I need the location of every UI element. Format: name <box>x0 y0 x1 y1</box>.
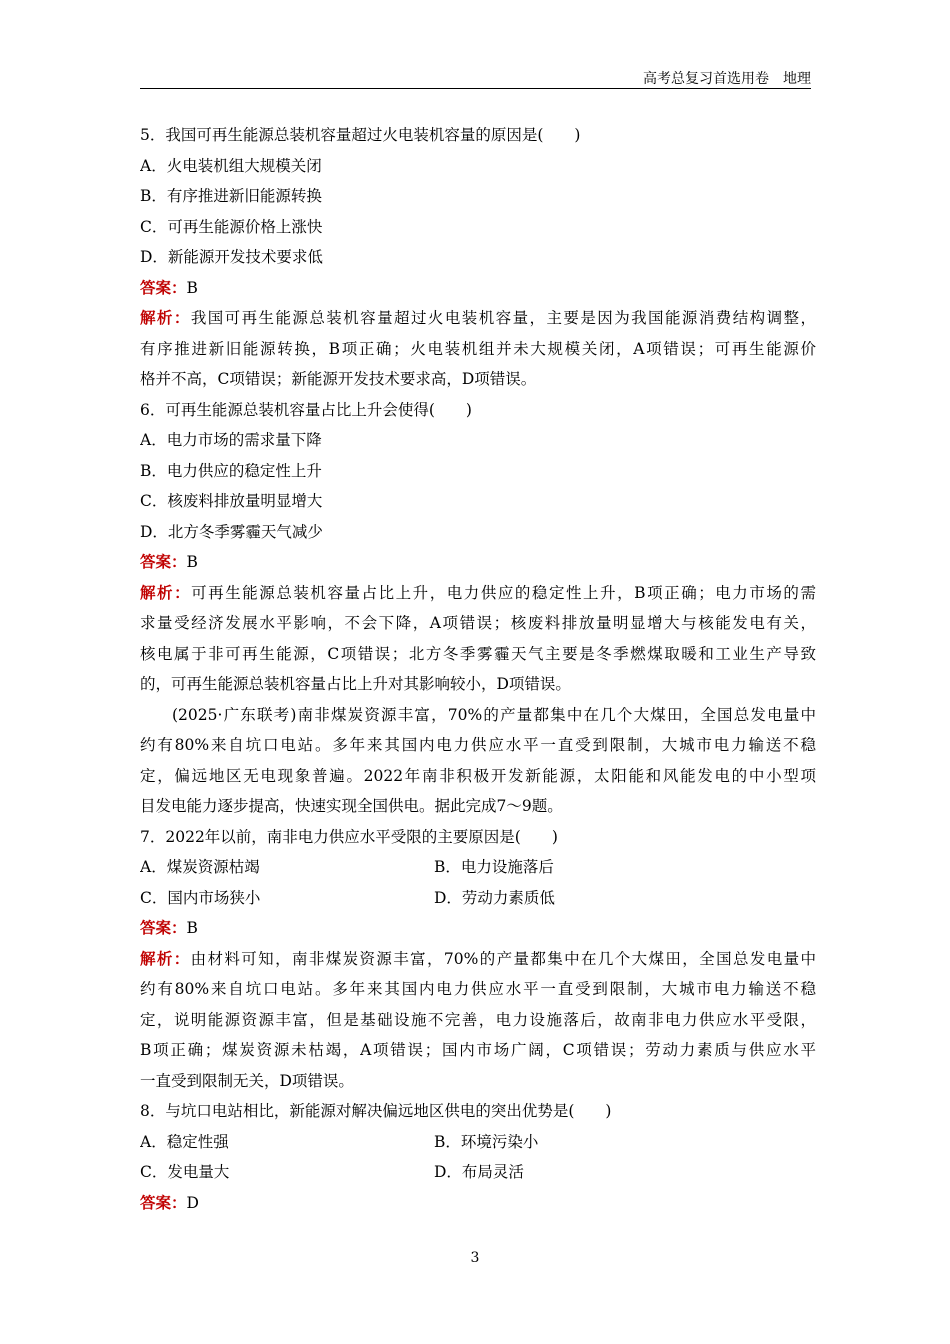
q6-option-d: D．北方冬季雾霾天气减少 <box>140 522 323 541</box>
q5-stem: 5．我国可再生能源总装机容量超过火电装机容量的原因是( ) <box>140 126 581 144</box>
page-number: 3 <box>470 1250 480 1266</box>
analysis-label: 解析： <box>140 308 191 327</box>
q5-analysis-line-1: 解析：我国可再生能源总装机容量超过火电装机容量，主要是因为我国能源消费结构调整， <box>140 308 816 327</box>
q5-analysis-line-3: 格并不高，C项错误；新能源开发技术要求高，D项错误。 <box>140 370 537 388</box>
q7-analysis-line-4: B项正确；煤炭资源未枯竭，A项错误；国内市场广阔，C项错误；劳动力素质与供应水平 <box>140 1041 816 1059</box>
q8-option-c: C．发电量大 <box>140 1163 230 1181</box>
material-line-4: 目发电能力逐步提高，快速实现全国供电。据此完成7～9题。 <box>140 797 563 815</box>
answer-label: 答案： <box>140 277 187 297</box>
q7-analysis-line-3: 定，说明能源资源丰富，但是基础设施不完善，电力设施落后，故南非电力供应水平受限， <box>140 1010 816 1029</box>
header-divider <box>140 88 811 89</box>
q6-analysis-line-3: 核电属于非可再生能源，C项错误；北方冬季雾霾天气主要是冬季燃煤取暖和工业生产导致 <box>140 644 816 663</box>
q6-analysis-line-2: 求量受经济发展水平影响，不会下降，A项错误；核废料排放量明显增大与核能发电有关， <box>140 614 816 632</box>
q5-option-b: B．有序推进新旧能源转换 <box>140 187 322 205</box>
q7-analysis-line-5: 一直受到限制无关，D项错误。 <box>140 1071 354 1090</box>
q7-options-row-2 <box>140 883 816 914</box>
q7-analysis-line-2: 约有80%来自坑口电站。多年来其国内电力供应水平一直受到限制，大城市电力输送不稳 <box>140 980 816 998</box>
q5-option-c: C．可再生能源价格上涨快 <box>140 217 323 236</box>
analysis-label: 解析： <box>140 582 192 602</box>
q8-option-b: B．环境污染小 <box>434 1132 539 1151</box>
q8-options-row-2 <box>140 1157 816 1188</box>
q7-option-c: C．国内市场狭小 <box>140 888 261 907</box>
page-content <box>140 120 816 1218</box>
q6-stem: 6．可再生能源总装机容量占比上升会使得( ) <box>140 400 472 419</box>
q7-answer <box>140 913 816 944</box>
q7-options-row-1 <box>140 852 816 883</box>
material-line-2: 约有80%来自坑口电站。多年来其国内电力供应水平一直受到限制，大城市电力输送不稳 <box>140 736 816 754</box>
answer-value: B <box>186 278 198 297</box>
answer-value: B <box>186 553 198 571</box>
q7-analysis-line-1: 解析：由材料可知，南非煤炭资源丰富，70%的产量都集中在几个大煤田，全国总发电量中 <box>140 948 816 968</box>
answer-label: 答案： <box>140 1192 187 1212</box>
q5-analysis-line-2: 有序推进新旧能源转换，B项正确；火电装机组并未大规模关闭，A项错误；可再生能源价 <box>140 339 816 358</box>
q8-answer <box>140 1188 816 1219</box>
q7-option-a: A．煤炭资源枯竭 <box>140 858 260 876</box>
q6-option-c: C．核废料排放量明显增大 <box>140 492 323 510</box>
q6-option-a: A．电力市场的需求量下降 <box>140 431 322 449</box>
q7-option-d: D．劳动力素质低 <box>434 888 555 907</box>
answer-label: 答案： <box>140 918 187 937</box>
q7-stem: 7．2022年以前，南非电力供应水平受限的主要原因是( ) <box>140 827 558 846</box>
q6-answer <box>140 547 816 578</box>
material-line-3: 定，偏远地区无电现象普遍。2022年南非积极开发新能源，太阳能和风能发电的中小型项 <box>140 766 816 785</box>
q5-option-a: A．火电装机组大规模关闭 <box>140 156 322 175</box>
q6-analysis-line-1: 解析：可再生能源总装机容量占比上升，电力供应的稳定性上升，B项正确；电力市场的需 <box>140 582 816 602</box>
page-header: 高考总复习首选用卷 地理 <box>643 71 811 87</box>
answer-value: B <box>186 919 198 937</box>
q8-option-d: D．布局灵活 <box>434 1163 524 1181</box>
q7-option-b: B．电力设施落后 <box>434 858 554 876</box>
q6-option-b: B．电力供应的稳定性上升 <box>140 461 322 480</box>
answer-label: 答案： <box>140 552 187 571</box>
q8-option-a: A．稳定性强 <box>140 1132 229 1151</box>
answer-value: D <box>186 1193 199 1212</box>
q5-answer <box>140 273 816 304</box>
q5-option-d: D．新能源开发技术要求低 <box>140 248 323 266</box>
q8-stem: 8．与坑口电站相比，新能源对解决偏远地区供电的突出优势是( ) <box>140 1102 612 1120</box>
q6-analysis-line-4: 的，可再生能源总装机容量占比上升对其影响较小，D项错误。 <box>140 675 571 693</box>
analysis-label: 解析： <box>140 948 191 968</box>
material-line-1: (2025·广东联考)南非煤炭资源丰富，70%的产量都集中在几个大煤田，全国总发电量中 <box>172 705 816 724</box>
q8-options-row-1 <box>140 1127 816 1158</box>
